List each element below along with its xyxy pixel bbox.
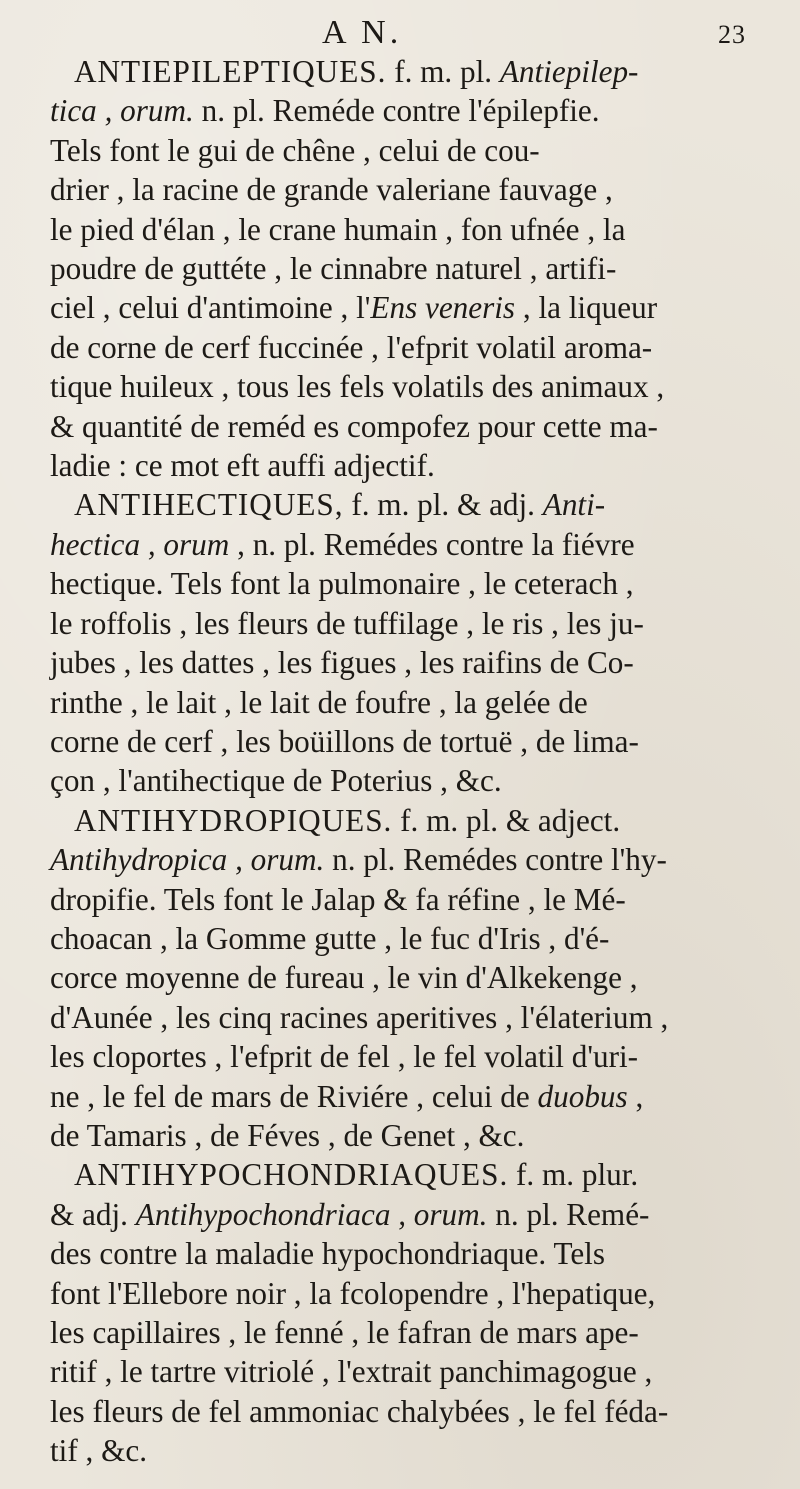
- entry-line: dropifie. Tels font le Jalap & fa réfine , le Mé-: [50, 881, 626, 917]
- headword: ANTIEPILEPTIQUES.: [74, 54, 387, 89]
- entry-antihydropiques: [50, 801, 764, 1156]
- entry-line: hectique. Tels font la pulmonaire , le ceterach ,: [50, 566, 634, 602]
- entry-line: le pied d'élan , le crane humain , fon ufnée , la: [50, 211, 626, 247]
- entry-line: choacan , la Gomme gutte , le fuc d'Iris , d'é-: [50, 920, 610, 956]
- entry-line: ANTIEPILEPTIQUES. f. m. pl. Antiepilep-: [74, 54, 639, 89]
- entry-line: ne , le fel de mars de Riviére , celui de duobus ,: [50, 1078, 644, 1114]
- entry-antiepileptiques: [50, 52, 764, 485]
- entry-antihypochondriaques: [50, 1155, 764, 1470]
- entry-line: ritif , le tartre vitriolé , l'extrait panchimagogue ,: [50, 1354, 653, 1390]
- entry-line: de corne de cerf fuccinée , l'efprit volatil aroma-: [50, 329, 653, 365]
- running-head-title: A N.: [322, 14, 403, 51]
- entry-antihectiques: [50, 485, 764, 800]
- entry-line: ciel , celui d'antimoine , l'Ens veneris , la liqueur: [50, 290, 658, 326]
- entry-line: le roffolis , les fleurs de tuffilage , le ris , les ju-: [50, 605, 644, 641]
- entry-line: d'Aunée , les cinq racines aperitives , l'élaterium ,: [50, 999, 669, 1035]
- entry-line: ANTIHYPOCHONDRIAQUES. f. m. plur.: [74, 1157, 639, 1193]
- entry-line: rinthe , le lait , le lait de foufre , la gelée de: [50, 684, 588, 720]
- entry-line: jubes , les dattes , les figues , les raifins de Co-: [50, 645, 634, 681]
- entry-line: & adj. Antihypochondriaca , orum. n. pl. Remé-: [50, 1196, 650, 1232]
- headword: ANTIHYDROPIQUES.: [74, 802, 393, 838]
- headword: ANTIHYPOCHONDRIAQUES.: [74, 1157, 509, 1193]
- running-head: [50, 14, 764, 52]
- entry-line: tique huileux , tous les fels volatils des animaux ,: [50, 369, 665, 405]
- entry-line: ladie : ce mot eft auffi adjectif.: [50, 448, 435, 484]
- entry-line: Antihydropica , orum. n. pl. Remédes contre l'hy-: [50, 842, 667, 878]
- entry-line: çon , l'antihectique de Poterius , &c.: [50, 763, 502, 799]
- entry-line: Tels font le gui de chêne , celui de cou-: [50, 132, 540, 168]
- entry-line: les fleurs de fel ammoniac chalybées , le fel féda-: [50, 1393, 669, 1429]
- entry-line: les capillaires , le fenné , le fafran de mars ape-: [50, 1315, 639, 1350]
- entry-line: corce moyenne de fureau , le vin d'Alkekenge ,: [50, 960, 638, 996]
- entry-line: ANTIHYDROPIQUES. f. m. pl. & adject.: [74, 802, 621, 838]
- entry-line: font l'Ellebore noir , la fcolopendre , l'hepatique,: [50, 1275, 656, 1311]
- entry-line: drier , la racine de grande valeriane fauvage ,: [50, 172, 613, 208]
- entry-line: poudre de guttéte , le cinnabre naturel , artifi-: [50, 251, 617, 287]
- entry-line: de Tamaris , de Féves , de Genet , &c.: [50, 1117, 525, 1153]
- entry-line: des contre la maladie hypochondriaque. Tels: [50, 1236, 605, 1272]
- entry-line: ANTIHECTIQUES, f. m. pl. & adj. Anti-: [74, 487, 606, 523]
- entry-line: hectica , orum , n. pl. Remédes contre la fiévre: [50, 526, 635, 562]
- entry-line: tica , orum. n. pl. Reméde contre l'épilepfie.: [50, 93, 600, 129]
- entry-line: les cloportes , l'efprit de fel , le fel volatil d'uri-: [50, 1039, 639, 1075]
- page-number: 23: [718, 20, 746, 49]
- entry-line: & quantité de reméd es compofez pour cette ma-: [50, 408, 658, 444]
- headword: ANTIHECTIQUES,: [74, 487, 344, 523]
- entry-line: tif , &c.: [50, 1433, 148, 1469]
- entry-line: corne de cerf , les boüillons de tortuë , de lima-: [50, 723, 639, 759]
